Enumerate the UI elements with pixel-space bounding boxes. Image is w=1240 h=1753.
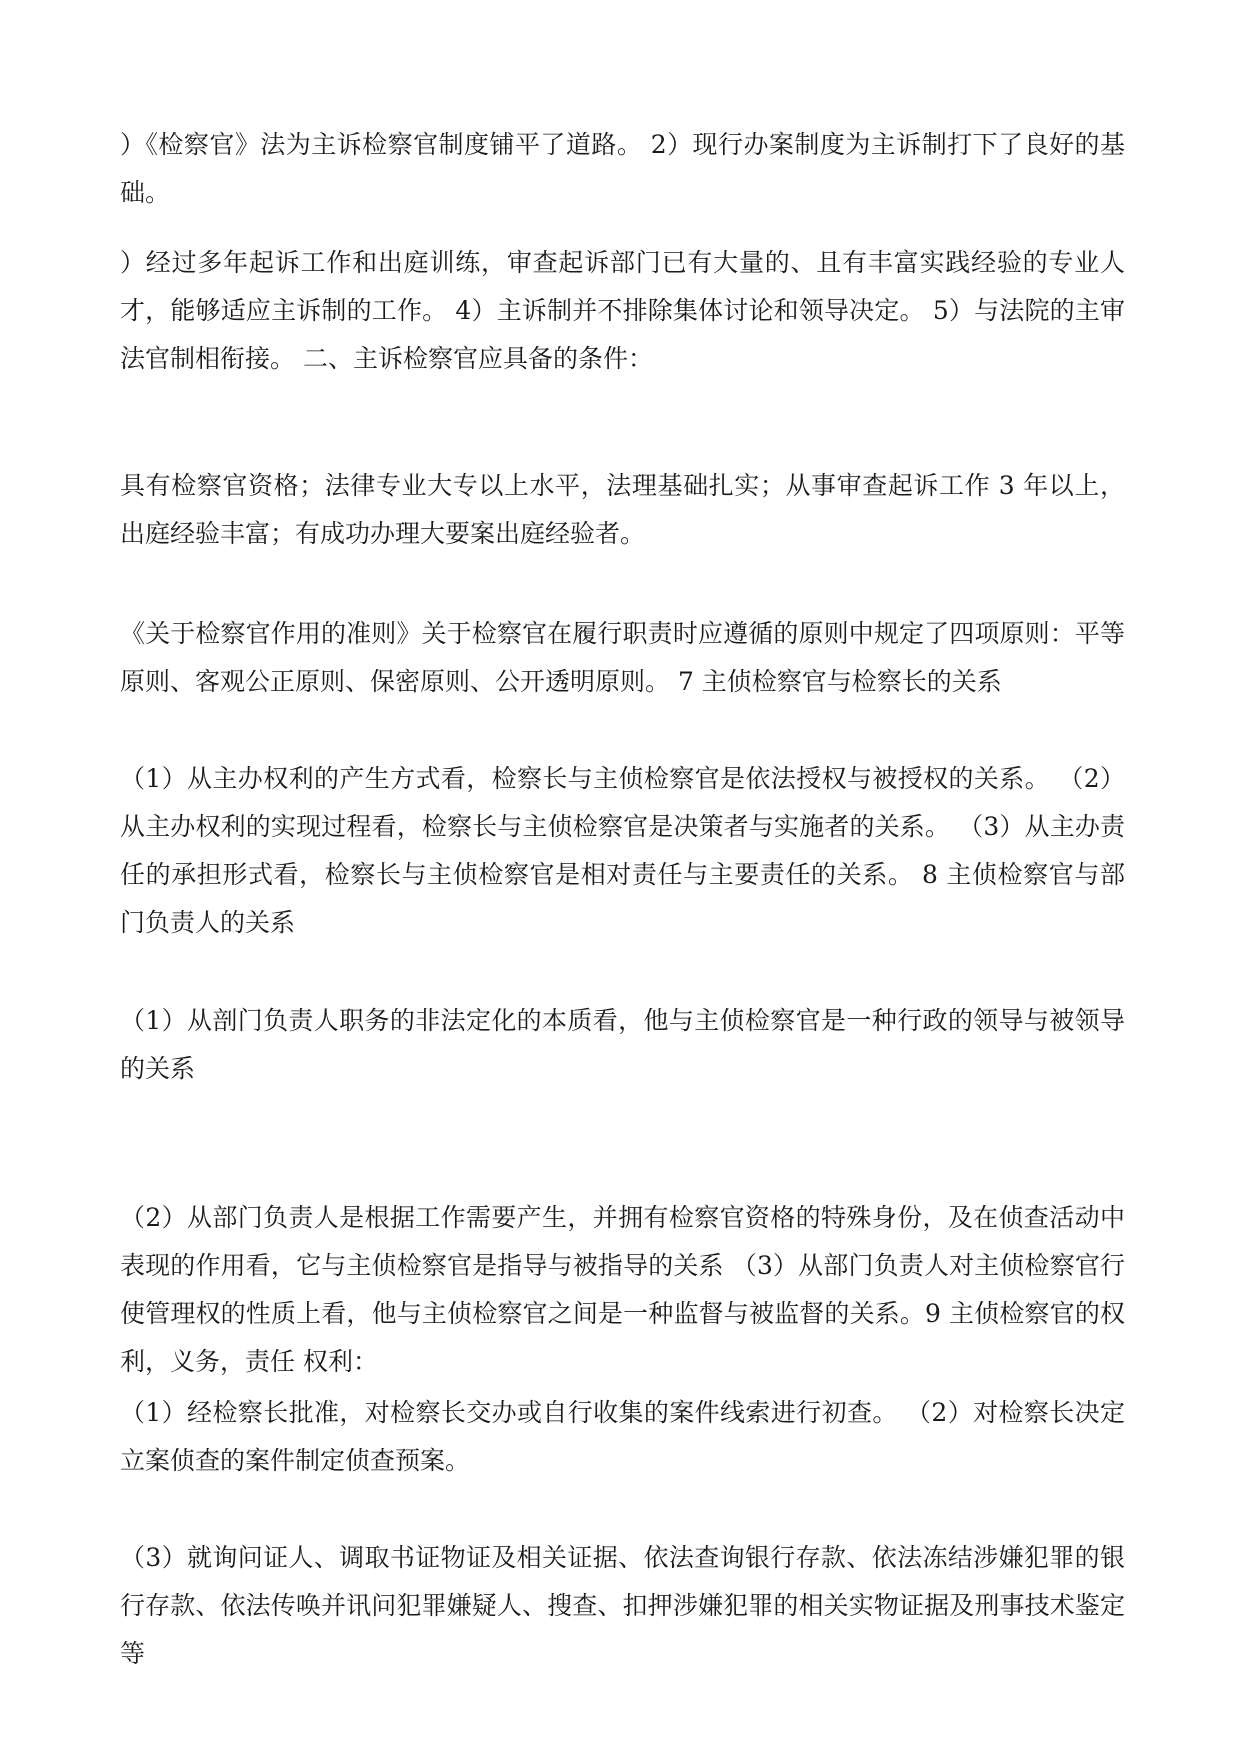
paragraph-3: 具有检察官资格；法律专业大专以上水平，法理基础扎实；从事审查起诉工作 3 年以上，出庭经验丰富；有成功办理大要案出庭经验者。	[120, 471, 1125, 548]
paragraph-7: （2）从部门负责人是根据工作需要产生，并拥有检察官资格的特殊身份，及在侦查活动中表现的作用看，它与主侦检察官是指导与被指导的关系 （3）从部门负责人对主侦检察官行使管理权的性质上看，他与主侦检察官之间是一种监督与被监督的关系。9 主侦检察官的权利，义务，责任 权利：	[120, 1203, 1125, 1376]
paragraph-2: ）经过多年起诉工作和出庭训练，审查起诉部门已有大量的、且有丰富实践经验的专业人才，能够适应主诉制的工作。 4）主诉制并不排除集体讨论和领导决定。 5）与法院的主审法官制相衔接。 二、主诉检察官应具备的条件：	[120, 248, 1125, 373]
paragraph-4: 《关于检察官作用的准则》关于检察官在履行职责时应遵循的原则中规定了四项原则：平等原则、客观公正原则、保密原则、公开透明原则。 7 主侦检察官与检察长的关系	[120, 619, 1125, 696]
paragraph-5: （1）从主办权利的产生方式看，检察长与主侦检察官是依法授权与被授权的关系。 （2）从主办权利的实现过程看，检察长与主侦检察官是决策者与实施者的关系。 （3）从主办责任的承担形式看，检察长与主侦检察官是相对责任与主要责任的关系。 8 主侦检察官与部门负责人的关系	[120, 764, 1125, 937]
paragraph-1: ）《检察官》法为主诉检察官制度铺平了道路。 2）现行办案制度为主诉制打下了良好的基础。	[120, 130, 1125, 207]
paragraph-8: （1）经检察长批准，对检察长交办或自行收集的案件线索进行初查。 （2）对检察长决定立案侦查的案件制定侦查预案。	[120, 1398, 1125, 1475]
paragraph-9: （3）就询问证人、调取书证物证及相关证据、依法查询银行存款、依法冻结涉嫌犯罪的银行存款、依法传唤并讯问犯罪嫌疑人、搜查、扣押涉嫌犯罪的相关实物证据及刑事技术鉴定等	[120, 1543, 1125, 1668]
paragraph-6: （1）从剖门负责人职务的非法定化的本质看，他与主侦检察官是一种行政的领导与被领导的关系	[120, 1006, 1125, 1083]
